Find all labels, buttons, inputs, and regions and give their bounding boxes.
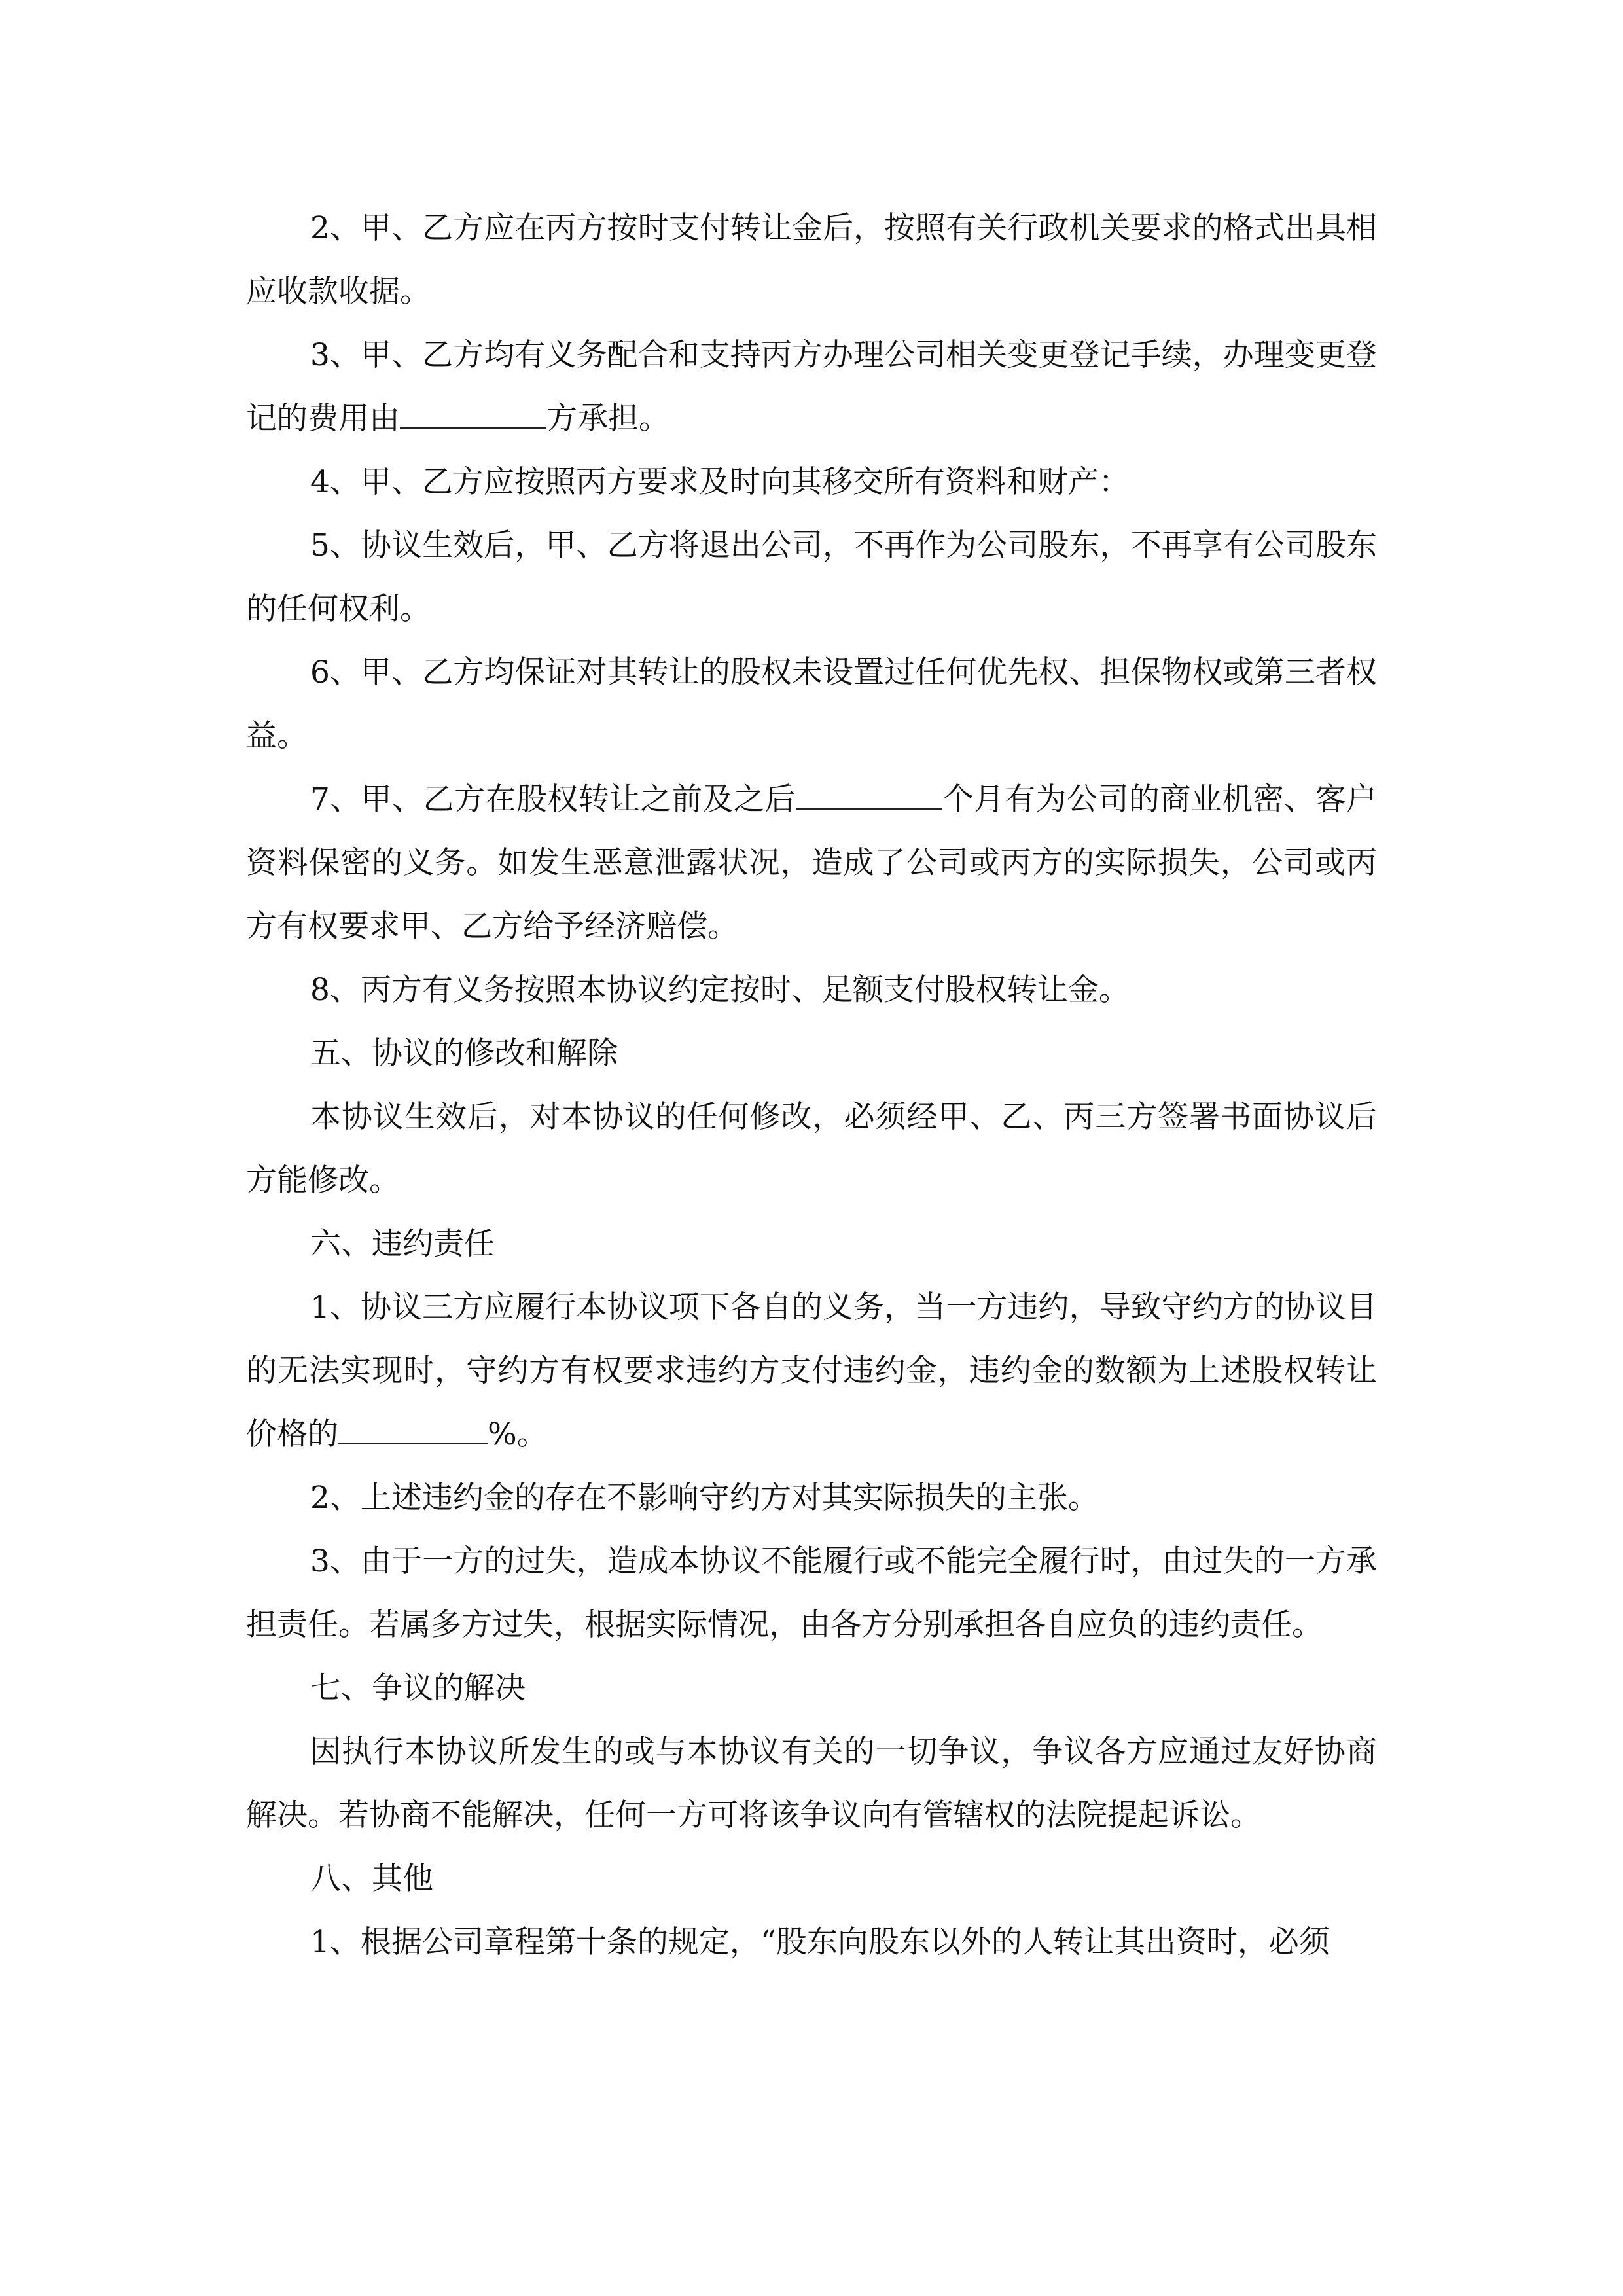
clause-3-text-end: 方承担。 xyxy=(546,401,669,437)
clause-2: 2、甲、乙方应在丙方按时支付转让金后，按照有关行政机关要求的格式出具相应收款收据。 xyxy=(246,210,1377,310)
section-heading-8: 八、其他 xyxy=(310,1861,433,1897)
clause-8: 8、丙方有义务按照本协议约定按时、足额支付股权转让金。 xyxy=(310,972,1130,1008)
clause-7-text-end: 个月有为公司的商业机密、客户资料保密的义务。如发生恶意泄露状况，造成了公司或丙方的实际损失，公司或丙方有权要求甲、乙方给予经济赔偿。 xyxy=(246,781,1378,944)
clause-5: 5、协议生效后，甲、乙方将退出公司，不再作为公司股东，不再享有公司股东的任何权利。 xyxy=(246,528,1377,627)
section-heading-7: 七、争议的解决 xyxy=(310,1670,526,1706)
other-clause-1: 1、根据公司章程第十条的规定，“股东向股东以外的人转让其出资时，必须 xyxy=(310,1924,1330,1960)
breach-clause-2: 2、上述违约金的存在不影响守约方对其实际损失的主张。 xyxy=(310,1480,1099,1516)
clause-3-text: 3、甲、乙方均有义务配合和支持丙方办理公司相关变更登记手续，办理变更登记的费用由 xyxy=(246,337,1377,437)
breach-clause-1-text: 1、协议三方应履行本协议项下各自的义务，当一方违约，导致守约方的协议目的无法实现时，守约方有权要求违约方支付违约金，违约金的数额为上述股权转让价格的 xyxy=(246,1289,1377,1452)
breach-clause-1-text-end: %。 xyxy=(488,1416,548,1452)
clause-4: 4、甲、乙方应按照丙方要求及时向其移交所有资料和财产： xyxy=(310,464,1130,500)
modification-clause: 本协议生效后，对本协议的任何修改，必须经甲、乙、丙三方签署书面协议后方能修改。 xyxy=(246,1099,1377,1198)
breach-clause-3: 3、由于一方的过失，造成本协议不能履行或不能完全履行时，由过失的一方承担责任。若属多方过失，根据实际情况，由各方分别承担各自应负的违约责任。 xyxy=(246,1543,1377,1643)
dispute-clause: 因执行本协议所发生的或与本协议有关的一切争议，争议各方应通过友好协商解决。若协商不能解决，任何一方可将该争议向有管辖权的法院提起诉讼。 xyxy=(246,1734,1377,1833)
clause-7 xyxy=(246,768,1377,958)
clause-6: 6、甲、乙方均保证对其转让的股权未设置过任何优先权、担保物权或第三者权益。 xyxy=(246,655,1377,754)
fill-blank[interactable] xyxy=(400,403,546,429)
document-body xyxy=(246,196,1377,1974)
fill-blank[interactable] xyxy=(796,783,942,810)
clause-3 xyxy=(246,323,1377,450)
breach-clause-1 xyxy=(246,1276,1377,1466)
fill-blank[interactable] xyxy=(338,1418,488,1444)
section-heading-6: 六、违约责任 xyxy=(310,1226,495,1262)
section-heading-5: 五、协议的修改和解除 xyxy=(310,1035,618,1071)
clause-7-text: 7、甲、乙方在股权转让之前及之后 xyxy=(310,781,796,817)
